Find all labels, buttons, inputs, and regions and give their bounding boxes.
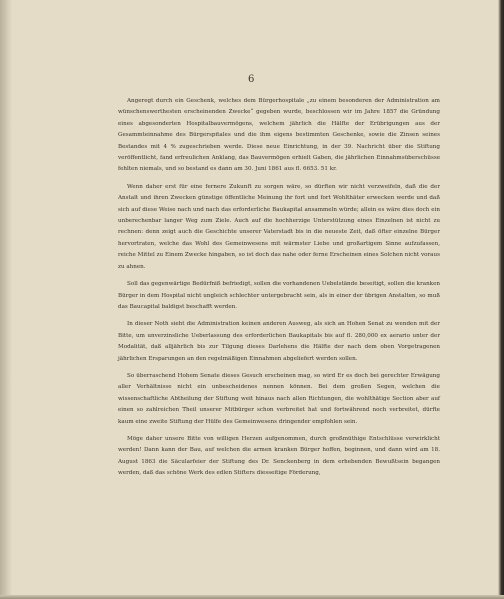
paragraph: In dieser Noth sieht die Administration keinen anderen Ausweg, als sich an Hohen Senat zu wenden mit der Bitte, um unverzinsliche Ueberlassung des erforderlichen Baukapitals bis auf fl. 280,000 ex aerario unter der Modalität, daß alljährlich bis zur Tilgung dieses Darlehens die Hälfte der nach dem oben Vorgetragenen jährlichen Ersparungen an den regelmäßigen Einnahmen abgeliefert werden sollen. <box>118 321 440 362</box>
book-spine-shadow <box>0 0 12 599</box>
page-number: 6 <box>248 74 255 85</box>
page-edge-right <box>498 0 504 599</box>
paragraph: So überraschend Hohem Senate dieses Gesuch erscheinen mag, so wird Er es doch bei gerechter Erwägung aller Verhältnisse nicht ein unbescheidenes nennen können. Bei dem großen Segen, welchen die wissenschaftliche Abtheilung der Stiftung weit hinaus nach allen Richtungen, die wohlthätige Section aber auf einen so zahlreichen Theil unserer Mitbürger schon verbreitet hat und fortwährend noch verbreitet, dürfte kaum eine zweite Stiftung der Hülfe des Gemeinwesens dringender empfohlen sein. <box>118 372 440 425</box>
page-edge-bottom <box>0 595 504 599</box>
paragraph: Soll das gegenwärtige Bedürfniß befriedigt, sollen die vorhandenen Uebelstände beseitigt, sollen die kranken Bürger in dem Hospital nicht ungleich schlechter untergebracht sein, als in einer der übrigen Anstalten, so muß das Baucapital baldigst beschafft werden. <box>118 281 440 310</box>
paragraph: Möge daher unsere Bitte von willigen Herzen aufgenommen, durch großmüthige Entschlüsse verwirklicht werden! Dann kann der Bau, auf welchen die armen kranken Bürger hoffen, beginnen, und dann wird am 18. August 1863 die Säcularfeier der Stiftung des Dr. Senckenberg in dem erhebenden Bewußtsein begangen werden, daß das schöne Werk des edlen Stifters diesseitige Förderung, <box>118 435 440 477</box>
paragraph: Angeregt durch ein Geschenk, welches dem Bürgerhospitale „zu einem besonderen der Administration am wünschenswerthesten erscheinenden Zwecke“ gegeben wurde, beschlossen wir im Jahre 1857 die Gründung eines abgesonderten Hospitalbauvermögens, welchem jährlich die Hälfte der Erübrigungen aus der Gesammteinnahme des Bürgerspitales und die ihm eigens bestimmten Geschenke, sowie die Zinsen seines Bestandes mit 4 % zugeschrieben werde. Diese neue Einrichtung, in der 39. Nachricht über die Stiftung veröffentlicht, fand erfreulichen Anklang, das Bauvermögen erhielt Gaben, die jährlichen Einnahmsüberschüsse fehlten niemals, und so bestand es dann am 30. Juni 1861 aus fl. 6653. 51 kr. <box>118 98 440 173</box>
body-text <box>118 96 440 486</box>
paragraph: Wenn daher erst für eine fernere Zukunft zu sorgen wäre, so dürften wir nicht verzweifeln, daß die der Anstalt und ihren Zwecken günstige öffentliche Meinung ihr fort und fort Wohlthäter erwecken werde und daß sich auf diese Weise nach und nach das erforderliche Baukapital ansammeln würde; allein es wäre dies doch ein unberechenbar langer Weg zum Ziele. Auch auf die hochherzige Unterstützung eines Einzelnen ist nicht zu rechnen: denn zeigt auch die Geschichte unserer Vaterstadt bis in die neueste Zeit, daß öfter einzelne Bürger hervortraten, welche das Wohl des Gemeinwesens mit wärmster Liebe und großartigem Sinne aufzufassen, reiche Mittel zu Einem Zwecke hingaben, so ist doch das nahe oder ferne Erscheinen eines Solchen nicht voraus zu ahnen. <box>118 183 440 270</box>
